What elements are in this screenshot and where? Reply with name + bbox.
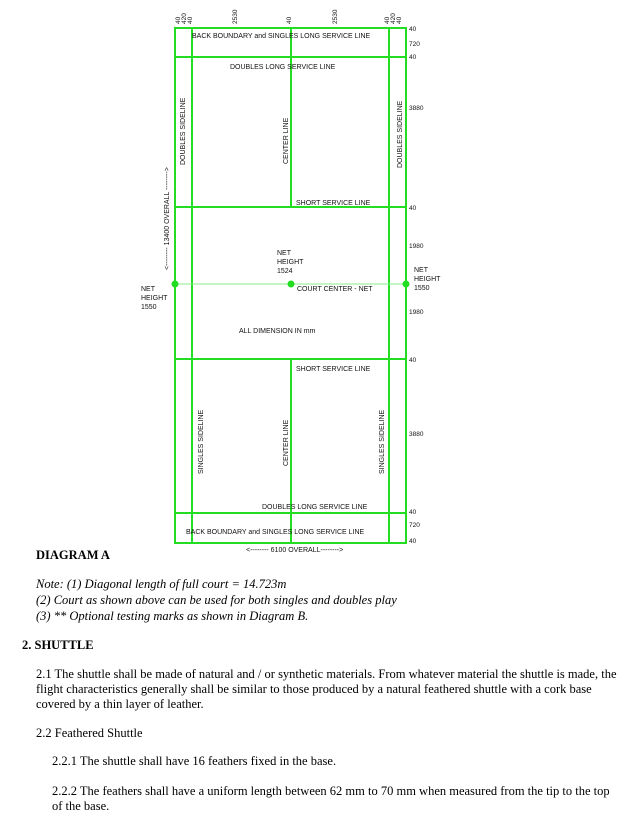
label-net-height-center-2: HEIGHT: [277, 259, 304, 266]
label-doubles-sideline-left: DOUBLES SIDELINE: [180, 97, 187, 165]
right-dim-11: 720: [409, 522, 420, 529]
label-all-dimension: ALL DIMENSION IN mm: [239, 328, 316, 335]
label-net-height-center-3: 1524: [277, 268, 293, 275]
label-net-height-left-3: 1550: [141, 304, 157, 311]
right-dim-4: 3880: [409, 105, 424, 112]
label-short-service-bottom: SHORT SERVICE LINE: [296, 366, 371, 373]
label-singles-sideline-left: SINGLES SIDELINE: [198, 409, 205, 474]
label-overall-length: <-------- 13400 OVERALL -------->: [164, 167, 171, 270]
note-2: (2) Court as shown above can be used for both singles and doubles play: [36, 593, 397, 607]
court-lines: [172, 28, 410, 543]
label-doubles-long-bottom: DOUBLES LONG SERVICE LINE: [262, 504, 368, 511]
top-dim-2: 420: [181, 13, 188, 24]
label-net-height-right-2: HEIGHT: [414, 276, 441, 283]
label-net-height-right-3: 1550: [414, 285, 430, 292]
label-court-center-net: COURT CENTER - NET: [297, 286, 373, 293]
right-dim-9: 3880: [409, 431, 424, 438]
top-dimensions: [175, 9, 403, 24]
label-net-height-center-1: NET: [277, 250, 291, 257]
top-dim-5: 40: [286, 16, 293, 24]
right-dim-8: 40: [409, 357, 417, 364]
paragraph-2-2: 2.2 Feathered Shuttle: [36, 726, 143, 740]
label-net-height-left-1: NET: [141, 286, 155, 293]
label-overall-width: <-------- 6100 OVERALL-------->: [246, 547, 344, 554]
label-back-boundary-top: BACK BOUNDARY and SINGLES LONG SERVICE LINE: [192, 33, 371, 40]
right-dim-3: 40: [409, 54, 417, 61]
top-dim-9: 40: [396, 16, 403, 24]
net-post-left: [172, 281, 179, 288]
court-center-point: [288, 281, 295, 288]
top-dim-6: 2530: [332, 9, 339, 24]
label-net-height-right-1: NET: [414, 267, 428, 274]
right-dim-10: 40: [409, 509, 417, 516]
top-dim-3: 40: [187, 16, 194, 24]
top-dim-1: 40: [175, 16, 182, 24]
paragraph-2-1: 2.1 The shuttle shall be made of natural and / or synthetic materials. From whatever material the shuttle is made, the flight characteristics generally shall be similar to those produced by a natural feathered shuttle with a cork base covered by a thin layer of leather.: [36, 667, 617, 711]
paragraph-2-2-2: 2.2.2 The feathers shall have a uniform length between 62 mm to 70 mm when measured from the tip to the top of the base.: [52, 784, 610, 813]
diagram-title: DIAGRAM A: [36, 548, 110, 562]
top-dim-4: 2530: [232, 9, 239, 24]
right-dim-6: 1980: [409, 243, 424, 250]
top-dim-7: 40: [384, 16, 391, 24]
section-heading-shuttle: 2. SHUTTLE: [22, 638, 94, 652]
top-dim-8: 420: [390, 13, 397, 24]
right-dim-1: 40: [409, 26, 417, 33]
right-dim-12: 40: [409, 538, 417, 545]
paragraph-2-2-1: 2.2.1 The shuttle shall have 16 feathers fixed in the base.: [52, 754, 337, 768]
label-doubles-long-top: DOUBLES LONG SERVICE LINE: [230, 64, 336, 71]
label-center-line-bottom: CENTER LINE: [283, 419, 290, 466]
right-dim-7: 1980: [409, 309, 424, 316]
net-post-right: [403, 281, 410, 288]
note-3: (3) ** Optional testing marks as shown in Diagram B.: [36, 609, 309, 623]
label-short-service-top: SHORT SERVICE LINE: [296, 200, 371, 207]
label-singles-sideline-right: SINGLES SIDELINE: [379, 409, 386, 474]
label-back-boundary-bottom: BACK BOUNDARY and SINGLES LONG SERVICE LINE: [186, 529, 365, 536]
note-1: Note: (1) Diagonal length of full court = 14.723m: [36, 577, 287, 591]
label-center-line-top: CENTER LINE: [283, 117, 290, 164]
label-doubles-sideline-right: DOUBLES SIDELINE: [397, 100, 404, 168]
label-net-height-left-2: HEIGHT: [141, 295, 168, 302]
right-dim-5: 40: [409, 205, 417, 212]
right-dim-2: 720: [409, 41, 420, 48]
